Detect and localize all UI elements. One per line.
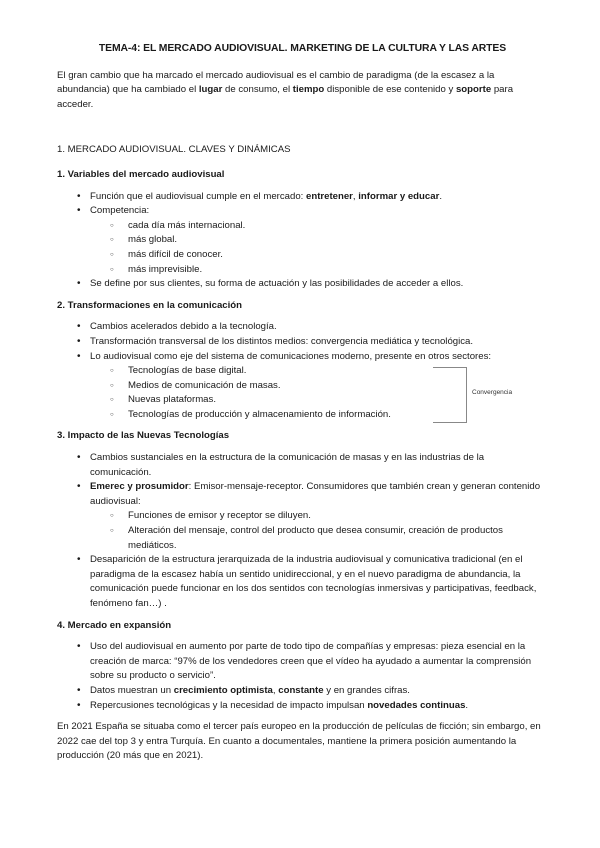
main-heading: 1. MERCADO AUDIOVISUAL. CLAVES Y DINÁMICAS <box>57 144 291 156</box>
text-run: . <box>439 190 442 202</box>
sub-list-item: ○ más global. <box>128 233 548 248</box>
bold-text: novedades continuas <box>367 699 466 711</box>
text-run: y en grandes cifras. <box>323 684 410 696</box>
bold-text: tiempo <box>292 84 325 96</box>
sub-list-item: ○ Funciones de emisor y receptor se diluyen. <box>128 509 548 524</box>
bullet-list <box>57 320 548 422</box>
bracket-line <box>433 367 467 423</box>
text-run: : Emisor-mensaje-receptor. Consumidores que también crean y generan contenido audiovisual: <box>90 481 541 507</box>
bullet-list <box>57 190 548 292</box>
bullet-list <box>57 640 548 713</box>
text-run: Transformación transversal de los distintos medios: convergencia mediática y tecnológica. <box>90 335 474 347</box>
section-title: 3. Impacto de las Nuevas Tecnologías <box>57 430 230 442</box>
text-run: . <box>465 699 469 711</box>
sub-list <box>90 219 548 277</box>
sub-list-item: ○ Tecnologías de producción y almacenamiento de información. <box>128 408 548 423</box>
sub-list-wrap <box>90 364 548 422</box>
bold-text: lugar <box>198 84 223 96</box>
list-item <box>90 640 548 684</box>
list-item <box>90 190 548 205</box>
list-item <box>90 320 548 335</box>
list-item <box>90 451 548 480</box>
sub-list-item: ○ más difícil de conocer. <box>128 248 548 263</box>
sub-list-item: ○ Tecnologías de base digital. <box>128 364 548 379</box>
section-title: 2. Transformaciones en la comunicación <box>57 299 243 311</box>
text-run: Función que el audiovisual cumple en el mercado: <box>90 190 306 202</box>
bold-text: informar y educar <box>358 190 440 202</box>
bold-text: constante <box>278 684 324 696</box>
text-run: Cambios acelerados debido a la tecnología. <box>90 321 277 333</box>
list-item <box>90 684 548 699</box>
text-run: Se define por sus clientes, su forma de actuación y las posibilidades de acceder a ellos. <box>90 278 464 290</box>
list-item <box>90 204 548 277</box>
text-run: Desaparición de la estructura jerarquizada de la industria audiovisual y comunicativa tradicional (en el paradigma de la escasez había un sentido unidireccional, y en el nuevo paradigma de abundancia, la comunicación puede funcionar en los dos sentidos con tecnologías inmersivas y participativas, feedback, fenómeno fan…) . <box>90 554 537 609</box>
sub-list-item: ○ Medios de comunicación de masas. <box>128 379 548 394</box>
sections-container <box>57 168 548 713</box>
sub-list <box>90 509 548 553</box>
text-run: , <box>272 684 279 696</box>
text-run: Cambios sustanciales en la estructura de la comunicación de masas y en las industrias de la comunicación. <box>90 452 485 478</box>
bold-text: crecimiento optimista <box>173 684 273 696</box>
sub-list-wrap <box>90 509 548 553</box>
text-run: El gran cambio que ha marcado el mercado audiovisual es el cambio de paradigma (de la escasez a la abundancia) que ha cambiado el <box>57 69 495 96</box>
text-run: de consumo, el <box>222 84 293 96</box>
bullet-list <box>57 451 548 612</box>
list-item <box>90 335 548 350</box>
text-run: Repercusiones tecnológicas y la necesidad de impacto impulsan <box>90 699 368 711</box>
sub-list-item: ○ Nuevas plataformas. <box>128 393 548 408</box>
text-run: disponible de ese contenido y <box>324 84 456 96</box>
final-paragraph: En 2021 España se situaba como el tercer país europeo en la producción de películas de ficción; sin embargo, en 2022 cae del top 3 y entra Turquía. En cuanto a documentales, mantiene la primera posición aumentando la producción (20 más que en 2021). <box>57 721 541 762</box>
sub-list-item: ○ más imprevisible. <box>128 263 548 278</box>
sub-list-item: ○ cada día más internacional. <box>128 219 548 234</box>
section-title: 1. Variables del mercado audiovisual <box>57 168 225 180</box>
document-title: TEMA-4: EL MERCADO AUDIOVISUAL. MARKETING DE LA CULTURA Y LAS ARTES <box>98 43 507 54</box>
text-run: Lo audiovisual como eje del sistema de comunicaciones moderno, presente en otros sectores: <box>90 350 492 362</box>
list-item <box>90 480 548 553</box>
list-item <box>90 699 548 714</box>
intro-paragraph <box>57 69 548 113</box>
bracket-label: Convergencia <box>472 389 513 397</box>
text-run: Competencia: <box>90 205 150 217</box>
text-run: , <box>352 190 359 202</box>
bold-text: entretener <box>306 190 353 202</box>
text-run: Uso del audiovisual en aumento por parte de todo tipo de compañías y empresas: pieza esencial en la creación de marca: “97% de los vendedores creen que el vídeo ha ayudado a aumentar la comprensión sobre su producto o servicio”. <box>90 641 532 682</box>
text-run: Datos muestran un <box>90 684 174 696</box>
section-title: 4. Mercado en expansión <box>57 619 172 631</box>
sub-list-item: ○ Alteración del mensaje, control del producto que desea consumir, creación de productos mediáticos. <box>128 524 548 553</box>
list-item <box>90 350 548 423</box>
bold-text: soporte <box>455 84 492 96</box>
text-run: para acceder. <box>57 84 514 110</box>
list-item <box>90 277 548 292</box>
bold-text: Emerec y prosumidor <box>90 481 189 493</box>
list-item <box>90 553 548 611</box>
sub-list-wrap <box>90 219 548 277</box>
